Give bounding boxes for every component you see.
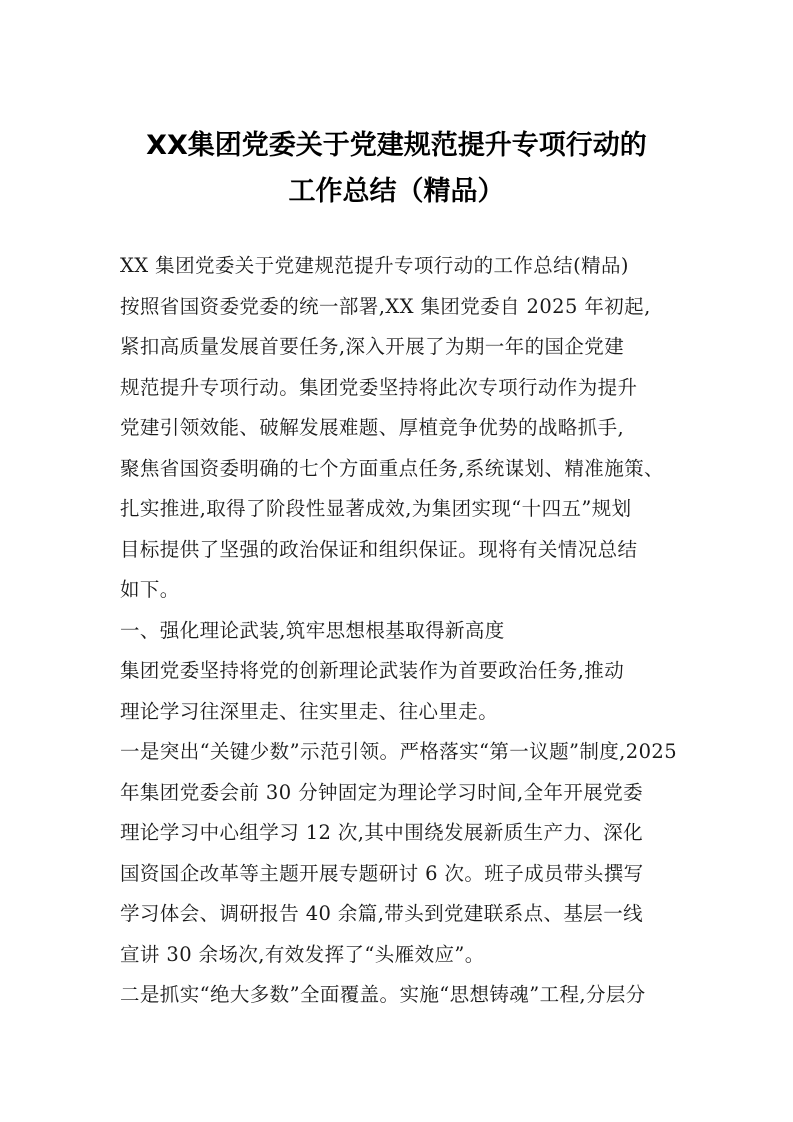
section-heading: 一、强化理论武装,筑牢思想根基取得新高度 [120, 618, 505, 642]
body-line: 聚焦省国资委明确的七个方面重点任务,系统谋划、精准施策、 [120, 456, 664, 480]
body-line: 国资国企改革等主题开展专题研讨 6 次。班子成员带头撰写 [120, 861, 644, 885]
body-line: 学习体会、调研报告 40 余篇,带头到党建联系点、基层一线 [120, 902, 644, 925]
body-line: 按照省国资委党委的统一部署,XX 集团党委自 2025 年初起, [120, 294, 651, 318]
body-line: 理论学习中心组学习 12 次,其中围绕发展新质生产力、深化 [120, 821, 644, 844]
body-line: 二是抓实“绝大多数”全面覆盖。实施“思想铸魂”工程,分层分 [120, 983, 646, 1006]
body-line: 年集团党委会前 30 分钟固定为理论学习时间,全年开展党委 [120, 780, 644, 804]
body-line: 宣讲 30 余场次,有效发挥了“头雁效应”。 [120, 942, 485, 966]
document-title-line-1: XX集团党委关于党建规范提升专项行动的 [146, 130, 647, 161]
body-line: 如下。 [120, 578, 180, 601]
body-line: 规范提升专项行动。集团党委坚持将此次专项行动作为提升 [120, 375, 638, 399]
body-line: 理论学习往深里走、往实里走、往心里走。 [120, 699, 499, 723]
body-line: XX 集团党委关于党建规范提升专项行动的工作总结(精品) [120, 254, 629, 277]
body-line: 目标提供了坚强的政治保证和组织保证。现将有关情况总结 [120, 537, 638, 561]
body-line: 一是突出“关键少数”示范引领。严格落实“第一议题”制度,2025 [120, 740, 678, 763]
document-title-line-2: 工作总结（精品） [288, 176, 505, 207]
document-body [120, 246, 680, 1016]
body-line: 党建引领效能、破解发展难题、厚植竞争优势的战略抓手, [120, 416, 625, 439]
body-line: 集团党委坚持将党的创新理论武装作为首要政治任务,推动 [120, 659, 625, 682]
body-line: 紧扣高质量发展首要任务,深入开展了为期一年的国企党建 [120, 335, 625, 358]
body-line: 扎实推进,取得了阶段性显著成效,为集团实现“十四五”规划 [120, 497, 632, 520]
